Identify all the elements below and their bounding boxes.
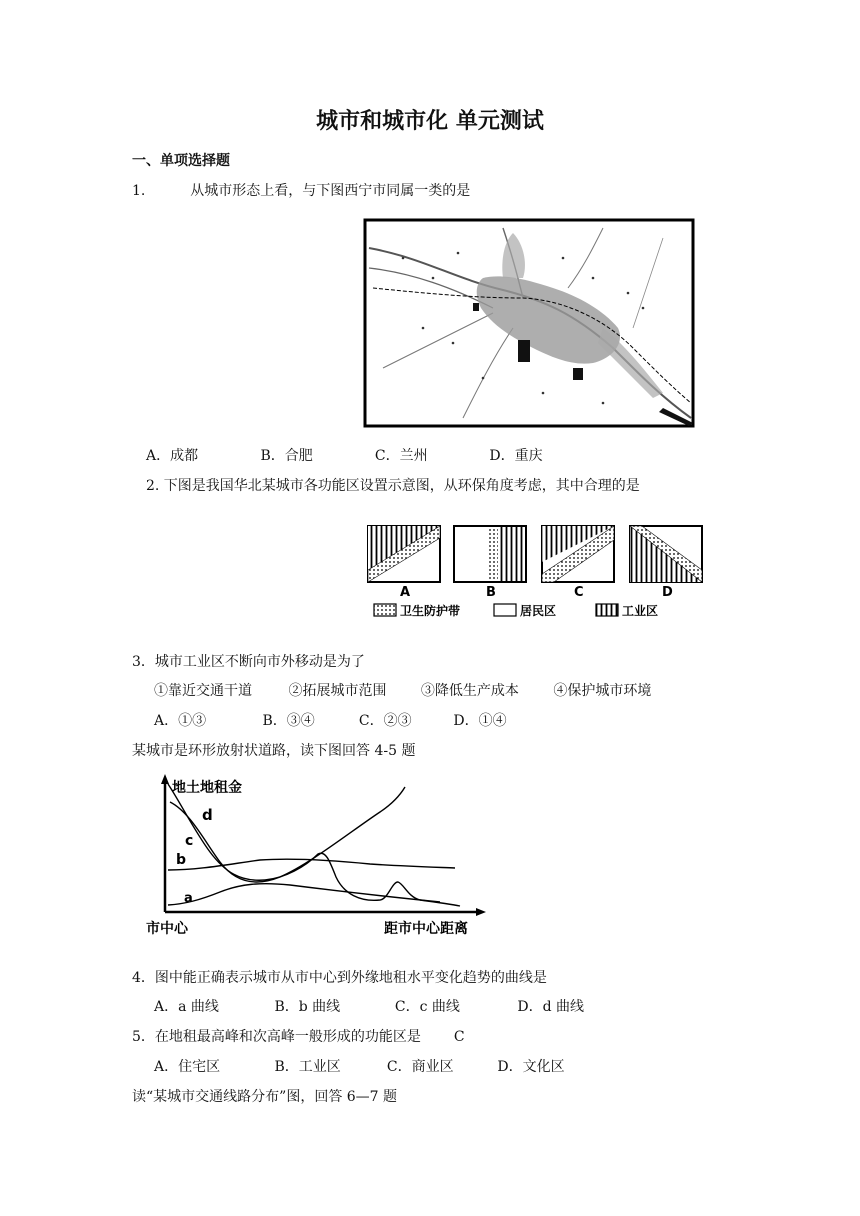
question-1-text: 从城市形态上看，与下图西宁市同属一类的是 <box>190 183 471 199</box>
question-5 <box>132 1026 465 1046</box>
panel-c <box>542 526 614 582</box>
question-2-text: 2. 下图是我国华北某城市各功能区设置示意图，从环保角度考虑，其中合理的是 <box>146 478 640 494</box>
curve-a <box>168 884 440 905</box>
option[interactable]: B．合肥 <box>260 448 313 464</box>
option[interactable]: B．③④ <box>262 713 315 729</box>
curve-label-c: c <box>185 833 194 849</box>
option[interactable]: D．重庆 <box>489 448 543 464</box>
panel-label: A <box>400 585 411 600</box>
option[interactable]: B．b 曲线 <box>274 999 341 1015</box>
option[interactable]: A．①③ <box>154 713 207 729</box>
option[interactable]: C．兰州 <box>374 448 428 464</box>
x-axis-label: 距市中心距离 <box>384 921 468 937</box>
panel-label: B <box>486 585 496 600</box>
y-axis-label: 地土地租金 <box>172 780 242 796</box>
x-axis-origin-label: 市中心 <box>146 921 188 937</box>
option[interactable]: C．c 曲线 <box>394 999 460 1015</box>
curve-b <box>168 859 455 870</box>
question-1-options <box>146 445 543 465</box>
page-title: 城市和城市化 单元测试 <box>316 108 544 134</box>
function-zone-figure <box>360 520 710 624</box>
legend-swatch-industrial <box>596 604 618 616</box>
question-5-text: 5．在地租最高峰和次高峰一般形成的功能区是 <box>132 1029 421 1045</box>
statement: ②拓展城市范围 <box>288 683 387 699</box>
panel-b <box>454 526 526 582</box>
statement: ①靠近交通干道 <box>154 683 252 699</box>
legend-label: 工业区 <box>622 604 659 618</box>
intro-4-5: 某城市是环形放射状道路，读下图回答 4-5 题 <box>132 743 416 759</box>
panel-a <box>368 526 440 582</box>
question-4-options <box>154 996 584 1016</box>
question-3-statements <box>154 680 651 700</box>
statement: ③降低生产成本 <box>420 683 519 699</box>
option[interactable]: A．住宅区 <box>154 1059 221 1075</box>
question-5-options <box>154 1056 565 1076</box>
question-1 <box>132 180 470 200</box>
section-heading: 一、单项选择题 <box>132 153 230 169</box>
question-5-answer: C <box>453 1029 465 1045</box>
option[interactable]: A．成都 <box>146 448 199 464</box>
option[interactable]: A．a 曲线 <box>154 999 219 1015</box>
option[interactable]: D．文化区 <box>497 1059 565 1075</box>
curve-label-d: d <box>202 806 213 824</box>
legend-swatch-buffer <box>374 604 396 616</box>
rent-curve-figure <box>140 772 490 942</box>
xining-map-figure <box>363 218 695 428</box>
question-3-text: 3．城市工业区不断向市外移动是为了 <box>132 654 365 670</box>
question-1-number: 1. <box>132 183 146 199</box>
legend-swatch-residential <box>494 604 516 616</box>
panel-d <box>630 526 702 582</box>
question-4-text: 4．图中能正确表示城市从市中心到外缘地租水平变化趋势的曲线是 <box>132 970 547 986</box>
legend-label: 居民区 <box>520 604 557 618</box>
intro-6-7: 读“某城市交通线路分布”图，回答 6—7 题 <box>132 1089 398 1105</box>
option[interactable]: C．②③ <box>358 713 412 729</box>
legend-label: 卫生防护带 <box>400 604 461 618</box>
option[interactable]: C．商业区 <box>386 1059 454 1075</box>
statement: ④保护城市环境 <box>553 683 652 699</box>
curve-label-a: a <box>184 891 193 906</box>
option[interactable]: B．工业区 <box>274 1059 341 1075</box>
panel-label: C <box>574 585 584 600</box>
panel-label: D <box>662 585 673 600</box>
option[interactable]: D．①④ <box>453 713 507 729</box>
question-3-options <box>154 710 507 730</box>
curve-label-b: b <box>176 852 187 868</box>
option[interactable]: D．d 曲线 <box>517 999 584 1015</box>
